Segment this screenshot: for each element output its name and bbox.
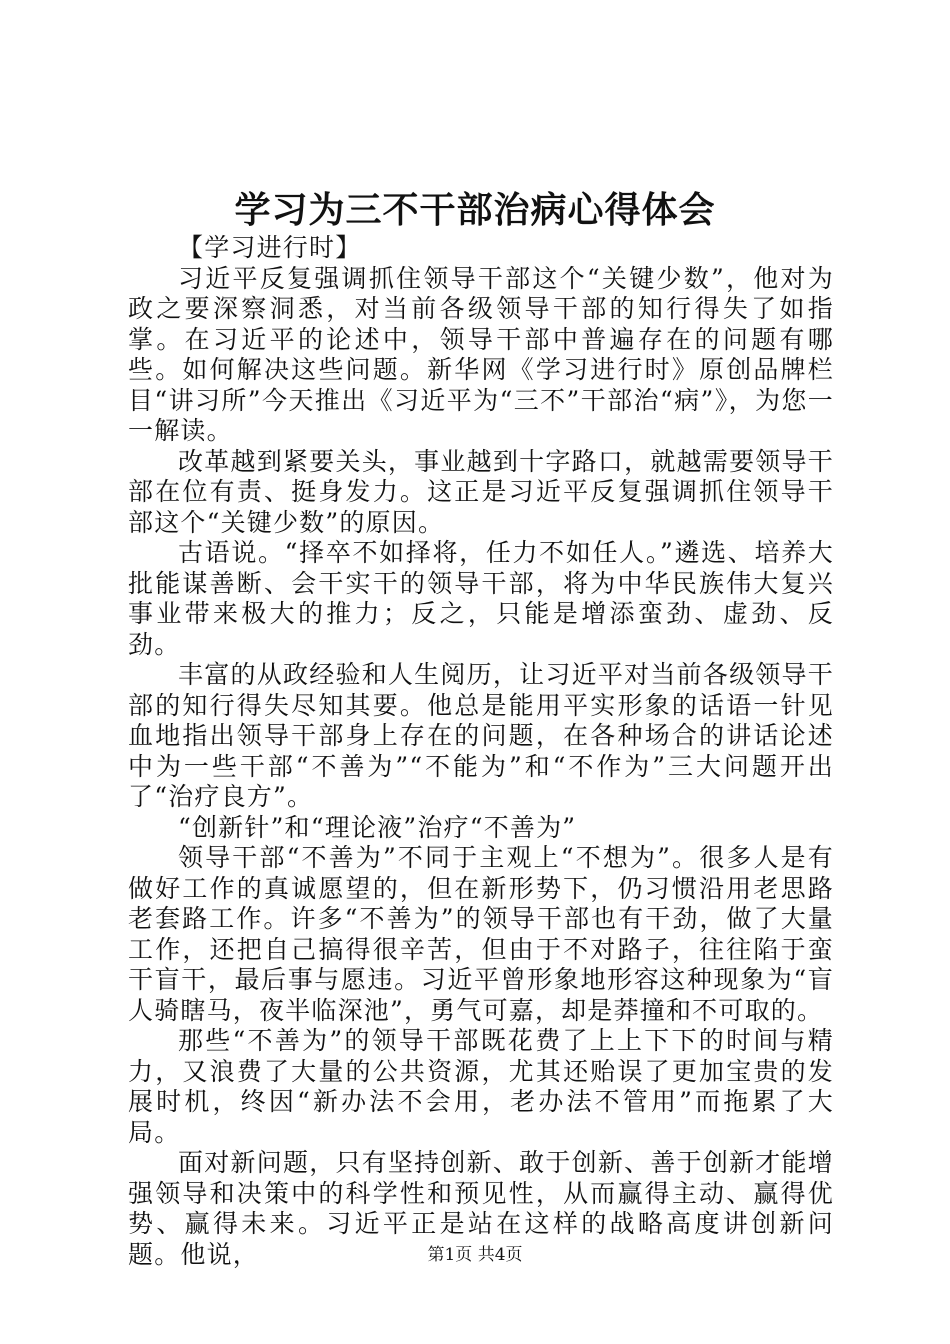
paragraph-experience: 丰富的从政经验和人生阅历，让习近平对当前各级领导干部的知行得失尽知其要。他总是能用平实形象的话语一针见血地指出领导干部身上存在的问题，在各种场合的讲话论述中为一些干部“不善为”“不能为”和“不作为”三大问题开出了“治疗良方”。 <box>128 660 834 811</box>
paragraph-section-tag: 【学习进行时】 <box>178 233 362 262</box>
paragraph-not-good-at: 领导干部“不善为”不同于主观上“不想为”。很多人是有做好工作的真诚愿望的，但在新形势下，仍习惯沿用老思路老套路工作。许多“不善为”的领导干部也有干劲，做了大量工作，还把自己搞得很辛苦，但由于不对路子，往往陷于蛮干盲干，最后事与愿违。习近平曾形象地形容这种现象为“盲人骑瞎马，夜半临深池”，勇气可嘉，却是莽撞和不可取的。 <box>128 843 834 1025</box>
paragraph-subheading: “创新针”和“理论液”治疗“不善为” <box>178 812 577 842</box>
page-footer: 第1页 共4页 <box>427 1245 523 1265</box>
paragraph-waste: 那些“不善为”的领导干部既花费了上上下下的时间与精力，又浪费了大量的公共资源，尤其还贻误了更加宝贵的发展时机，终因“新办法不会用，老办法不管用”而拖累了大局。 <box>128 1026 834 1147</box>
paragraph-innovation: 面对新问题，只有坚持创新、敢于创新、善于创新才能增强领导和决策中的科学性和预见性，从而赢得主动、赢得优势、赢得未来。习近平正是站在这样的战略高度讲创新问题。他说， <box>128 1148 834 1269</box>
paragraph-reform: 改革越到紧要关头，事业越到十字路口，就越需要领导干部在位有责、挺身发力。这正是习近平反复强调抓住领导干部这个“关键少数”的原因。 <box>128 446 834 537</box>
document-title: 学习为三不干部治病心得体会 <box>234 189 716 231</box>
paragraph-proverb: 古语说。“择卒不如择将，任力不如任人。”遴选、培养大批能谋善断、会干实干的领导干部，将为中华民族伟大复兴事业带来极大的推力；反之，只能是增添蛮劲、虚劲、反劲。 <box>128 538 834 659</box>
paragraph-intro: 习近平反复强调抓住领导干部这个“关键少数”，他对为政之要深察洞悉，对当前各级领导干部的知行得失了如指掌。在习近平的论述中，领导干部中普遍存在的问题有哪些。如何解决这些问题。新华网《学习进行时》原创品牌栏目“讲习所”今天推出《习近平为“三不”干部治“病”》，为您一一解读。 <box>128 263 834 445</box>
document-body <box>128 233 834 1270</box>
